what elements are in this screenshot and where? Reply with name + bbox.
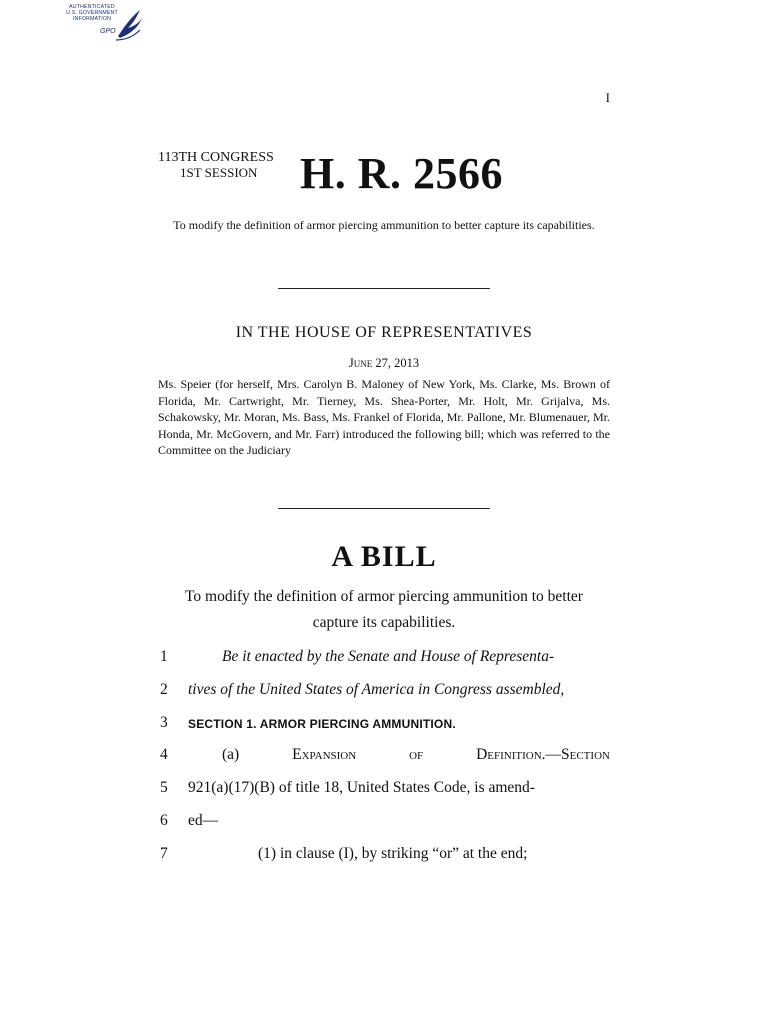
line-text	[222, 746, 610, 764]
divider-rule	[278, 508, 490, 509]
line-number: 1	[160, 648, 168, 665]
long-title: To modify the definition of armor piercing ammunition to better capture its capabilities.	[185, 588, 583, 631]
subsection-heading-word: of	[409, 746, 424, 763]
line-text: Be it enacted by the Senate and House of Representa-	[222, 648, 555, 665]
logo-line-2: U.S. GOVERNMENT	[66, 10, 118, 16]
line-text: ed—	[188, 812, 219, 829]
bill-line-4	[160, 746, 610, 778]
a-bill-heading: A BILL	[331, 540, 437, 573]
bill-line-2	[160, 681, 610, 713]
line-number: 6	[160, 812, 168, 829]
logo-line-1: AUTHENTICATED	[69, 4, 115, 10]
line-number: 2	[160, 681, 168, 698]
logo-gpo-text: GPO	[100, 28, 116, 35]
congress-label: 113TH CONGRESS	[158, 150, 274, 165]
sponsors-paragraph: Ms. Speier (for herself, Mrs. Carolyn B. Maloney of New York, Ms. Clarke, Ms. Brown of Florida, Mr. Cartwright, Mr. Tierney, Ms. Shea-Porter, Mr. Holt, Mr. Grijalva, Ms. Schakowsky, Mr. Moran, Ms. Bass, Ms. Frankel of Florida, Mr. Pallone, Mr. Blumenauer, Mr. Honda, Mr. McGovern, and Mr. Farr) introduced the following bill; which was referred to the Committee on the Judiciary	[158, 377, 610, 457]
bill-line-7	[160, 845, 610, 877]
line-text: (1) in clause (I), by striking “or” at the end;	[258, 845, 528, 862]
eagle-icon	[114, 6, 146, 44]
section-heading: SECTION 1. ARMOR PIERCING AMMUNITION.	[188, 717, 456, 731]
line-text: 921(a)(17)(B) of title 18, United States Code, is amend-	[188, 779, 535, 796]
line-number: 3	[160, 714, 168, 731]
introduction-date: June 27, 2013	[348, 356, 420, 370]
bill-line-5	[160, 779, 610, 811]
line-number: 5	[160, 779, 168, 796]
logo-line-3: INFORMATION	[72, 16, 112, 22]
congress-session	[158, 150, 274, 180]
bill-line-3	[160, 714, 610, 746]
session-label: 1ST SESSION	[180, 165, 258, 180]
line-text: tives of the United States of America in Congress assembled,	[188, 681, 565, 698]
bill-line-1	[160, 648, 610, 680]
page-marker: I	[605, 90, 610, 105]
subsection-marker: (a)	[222, 746, 240, 763]
subsection-heading-word: Expansion	[292, 746, 357, 763]
bill-line-6	[160, 812, 610, 844]
house-heading: IN THE HOUSE OF REPRESENTATIVES	[235, 324, 533, 341]
line-number: 4	[160, 746, 168, 763]
gpo-authentication-logo	[62, 4, 146, 46]
line-number: 7	[160, 845, 168, 862]
subsection-heading-word: Definition.—Section	[476, 746, 610, 763]
divider-rule	[278, 288, 490, 289]
bill-number: H. R. 2566	[300, 149, 503, 198]
short-title: To modify the definition of armor piercing ammunition to better capture its capabilities.	[173, 218, 595, 232]
